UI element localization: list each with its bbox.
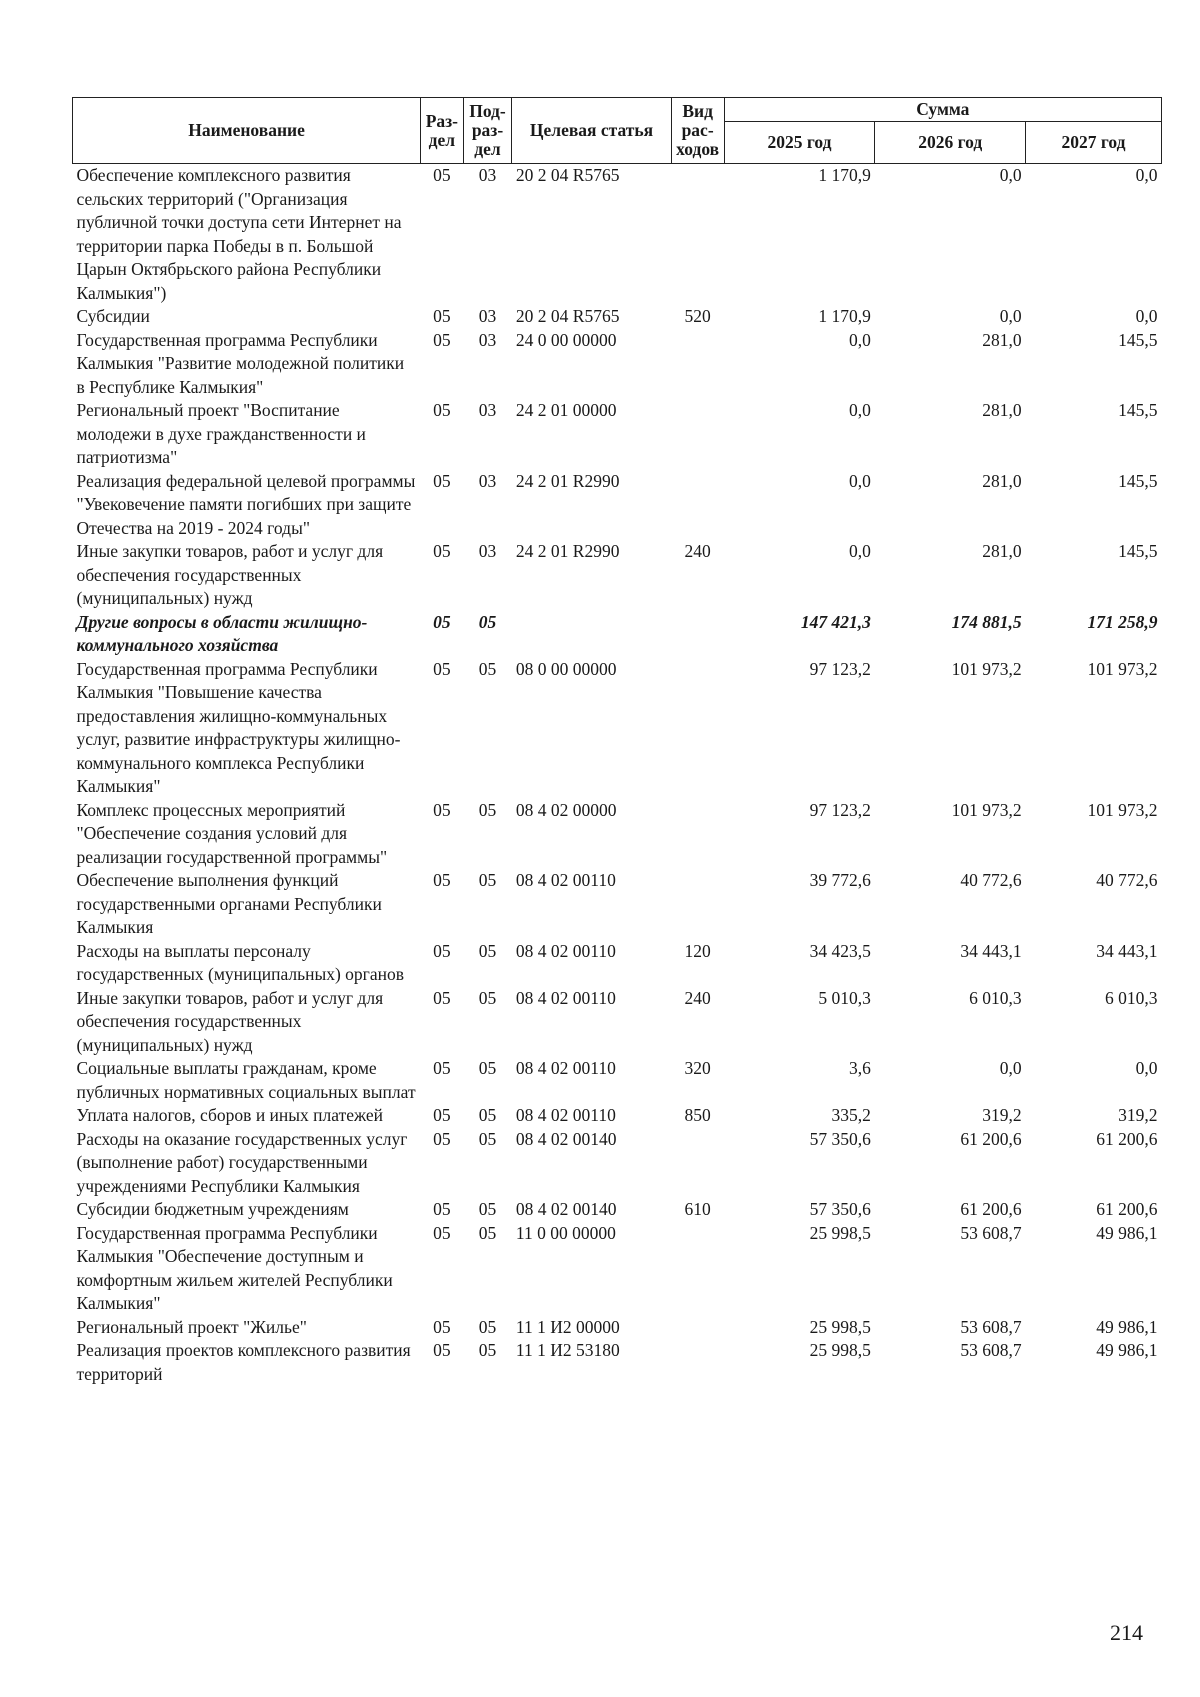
cell-sum-2027: 49 986,1 bbox=[1096, 1316, 1158, 1337]
cell-celevaya-statya: 08 4 02 00110 bbox=[515, 1105, 616, 1125]
cell-sum-2027: 171 258,9 bbox=[1087, 611, 1158, 632]
table-row bbox=[73, 1198, 1162, 1222]
cell-sum-2027: 145,5 bbox=[1118, 400, 1158, 420]
cell-podrazdel: 05 bbox=[478, 940, 497, 961]
cell-celevaya-statya: 24 2 01 R2990 bbox=[515, 470, 620, 491]
cell-sum-2026: 281,0 bbox=[982, 329, 1022, 350]
header-celevaya-statya: Целевая статья bbox=[512, 98, 671, 164]
cell-celevaya-statya: 08 0 00 00000 bbox=[515, 658, 617, 679]
table-row bbox=[73, 1057, 1162, 1104]
cell-razdel: 05 bbox=[433, 987, 451, 1008]
cell-sum-2025: 0,0 bbox=[848, 329, 871, 350]
cell-celevaya-statya: 20 2 04 R5765 bbox=[515, 306, 620, 326]
cell-vid-rashodov: 610 bbox=[684, 1199, 711, 1219]
cell-sum-2027: 40 772,6 bbox=[1096, 870, 1158, 890]
cell-vid-rashodov bbox=[671, 611, 724, 658]
cell-vid-rashodov bbox=[671, 799, 724, 870]
cell-razdel: 05 bbox=[433, 1316, 451, 1337]
cell-vid-rashodov: 520 bbox=[684, 306, 711, 326]
cell-name: Субсидии bbox=[76, 306, 150, 326]
cell-sum-2027: 0,0 bbox=[1135, 1058, 1158, 1078]
cell-sum-2026: 0,0 bbox=[999, 1058, 1022, 1078]
cell-name: Государственная программа Республики Калмыкия "Повышение качества предоставления жилищно-коммунальных услуг, развитие инфраструктуры жилищно-коммунального комплекса Республики Калмыкия" bbox=[76, 658, 401, 796]
cell-sum-2025: 25 998,5 bbox=[809, 1222, 871, 1243]
budget-table bbox=[72, 97, 1162, 1386]
cell-sum-2026: 101 973,2 bbox=[951, 799, 1022, 820]
cell-razdel: 05 bbox=[433, 400, 451, 420]
cell-sum-2027: 61 200,6 bbox=[1096, 1128, 1158, 1149]
cell-razdel: 05 bbox=[433, 658, 451, 679]
cell-sum-2026: 0,0 bbox=[999, 165, 1022, 185]
cell-podrazdel: 05 bbox=[478, 611, 497, 632]
cell-razdel: 05 bbox=[433, 1222, 451, 1243]
cell-sum-2027: 101 973,2 bbox=[1087, 658, 1158, 679]
table-row bbox=[73, 1104, 1162, 1128]
table-row bbox=[73, 987, 1162, 1058]
cell-sum-2026: 34 443,1 bbox=[960, 940, 1022, 961]
cell-celevaya-statya: 08 4 02 00110 bbox=[515, 987, 616, 1008]
cell-name: Обеспечение выполнения функций государственными органами Республики Калмыкия bbox=[76, 870, 382, 937]
cell-sum-2027: 145,5 bbox=[1118, 470, 1158, 491]
cell-sum-2026: 101 973,2 bbox=[951, 658, 1022, 679]
cell-razdel: 05 bbox=[433, 940, 451, 961]
cell-sum-2027: 0,0 bbox=[1135, 165, 1158, 185]
cell-sum-2026: 40 772,6 bbox=[960, 870, 1022, 890]
cell-name: Уплата налогов, сборов и иных платежей bbox=[76, 1105, 383, 1125]
cell-name: Реализация проектов комплексного развития территорий bbox=[76, 1340, 411, 1384]
cell-celevaya-statya: 08 4 02 00110 bbox=[515, 1058, 616, 1078]
cell-celevaya-statya: 20 2 04 R5765 bbox=[515, 165, 620, 185]
cell-sum-2025: 34 423,5 bbox=[809, 940, 871, 961]
section-row bbox=[73, 611, 1162, 658]
cell-celevaya-statya: 08 4 02 00140 bbox=[515, 1128, 617, 1149]
cell-name: Иные закупки товаров, работ и услуг для обеспечения государственных (муниципальных) нужд bbox=[76, 541, 384, 608]
cell-sum-2026: 281,0 bbox=[982, 470, 1022, 491]
cell-sum-2027: 6 010,3 bbox=[1105, 987, 1158, 1008]
cell-sum-2027: 319,2 bbox=[1118, 1105, 1158, 1125]
cell-celevaya-statya: 11 0 00 00000 bbox=[515, 1222, 616, 1243]
table-row bbox=[73, 1128, 1162, 1199]
cell-celevaya-statya: 11 1 И2 00000 bbox=[515, 1316, 620, 1337]
cell-sum-2025: 5 010,3 bbox=[818, 987, 871, 1008]
table-row bbox=[73, 470, 1162, 541]
cell-name: Расходы на выплаты персоналу государственных (муниципальных) органов bbox=[76, 940, 405, 984]
cell-podrazdel: 05 bbox=[478, 1222, 497, 1243]
cell-name: Комплекс процессных мероприятий "Обеспечение создания условий для реализации государственной программы" bbox=[76, 799, 388, 867]
cell-sum-2027: 49 986,1 bbox=[1096, 1222, 1158, 1243]
cell-name: Обеспечение комплексного развития сельских территорий ("Организация публичной точки доступа сети Интернет на территории парка Победы в п. Большой Царын Октябрьского района Республики Калмыкия") bbox=[76, 165, 402, 303]
cell-vid-rashodov bbox=[671, 1316, 724, 1340]
cell-sum-2025: 0,0 bbox=[848, 400, 871, 420]
cell-sum-2025: 0,0 bbox=[848, 470, 871, 491]
cell-celevaya-statya: 24 2 01 R2990 bbox=[515, 541, 620, 561]
page-number: 214 bbox=[1110, 1620, 1143, 1645]
cell-podrazdel: 05 bbox=[478, 799, 497, 820]
cell-vid-rashodov bbox=[671, 658, 724, 799]
cell-vid-rashodov bbox=[671, 329, 724, 400]
cell-razdel: 05 bbox=[433, 870, 451, 890]
cell-name: Расходы на оказание государственных услуг (выполнение работ) государственными учреждениями Республики Калмыкия bbox=[76, 1128, 408, 1196]
cell-razdel: 05 bbox=[433, 1340, 451, 1360]
cell-celevaya-statya: 08 4 02 00110 bbox=[515, 940, 616, 961]
cell-razdel: 05 bbox=[433, 1128, 451, 1149]
table-row bbox=[73, 1339, 1162, 1386]
cell-sum-2025: 1 170,9 bbox=[818, 165, 871, 185]
cell-podrazdel: 05 bbox=[478, 1105, 497, 1125]
cell-sum-2025: 97 123,2 bbox=[809, 658, 871, 679]
cell-podrazdel: 05 bbox=[478, 1128, 497, 1149]
header-year-2025: 2025 год bbox=[724, 122, 875, 164]
cell-razdel: 05 bbox=[433, 165, 451, 185]
cell-vid-rashodov bbox=[671, 1222, 724, 1316]
cell-sum-2025: 25 998,5 bbox=[809, 1316, 871, 1337]
cell-razdel: 05 bbox=[433, 1199, 451, 1219]
cell-podrazdel: 03 bbox=[478, 329, 497, 350]
cell-sum-2026: 53 608,7 bbox=[960, 1316, 1022, 1337]
cell-sum-2025: 3,6 bbox=[848, 1058, 871, 1078]
cell-celevaya-statya: 11 1 И2 53180 bbox=[515, 1340, 620, 1360]
cell-podrazdel: 05 bbox=[478, 658, 497, 679]
header-year-2026: 2026 год bbox=[875, 122, 1026, 164]
cell-podrazdel: 05 bbox=[478, 1340, 497, 1360]
cell-celevaya-statya: 08 4 02 00140 bbox=[515, 1199, 617, 1219]
cell-razdel: 05 bbox=[433, 329, 451, 350]
cell-sum-2027: 101 973,2 bbox=[1087, 799, 1158, 820]
cell-sum-2027: 49 986,1 bbox=[1096, 1340, 1158, 1360]
cell-razdel: 05 bbox=[433, 611, 451, 632]
cell-vid-rashodov bbox=[671, 1339, 724, 1386]
cell-name: Государственная программа Республики Калмыкия "Обеспечение доступным и комфортным жильем жителей Республики Калмыкия" bbox=[76, 1222, 393, 1313]
cell-name: Субсидии бюджетным учреждениям bbox=[76, 1199, 349, 1219]
cell-podrazdel: 05 bbox=[478, 1058, 497, 1078]
cell-sum-2025: 335,2 bbox=[831, 1105, 871, 1125]
cell-razdel: 05 bbox=[433, 1058, 451, 1078]
cell-sum-2027: 34 443,1 bbox=[1096, 940, 1158, 961]
cell-sum-2026: 174 881,5 bbox=[951, 611, 1022, 632]
cell-sum-2027: 145,5 bbox=[1118, 541, 1158, 561]
cell-sum-2026: 281,0 bbox=[982, 400, 1022, 420]
cell-name: Иные закупки товаров, работ и услуг для обеспечения государственных (муниципальных) нужд bbox=[76, 987, 384, 1055]
cell-celevaya-statya: 24 0 00 00000 bbox=[515, 329, 617, 350]
table-row bbox=[73, 329, 1162, 400]
table-row bbox=[73, 799, 1162, 870]
cell-sum-2027: 145,5 bbox=[1118, 329, 1158, 350]
cell-podrazdel: 05 bbox=[478, 870, 497, 890]
cell-podrazdel: 03 bbox=[478, 400, 497, 420]
table-header bbox=[73, 98, 1162, 164]
header-year-2027: 2027 год bbox=[1026, 122, 1162, 164]
header-name: Наименование bbox=[73, 98, 421, 164]
cell-sum-2025: 39 772,6 bbox=[809, 870, 871, 890]
table-row bbox=[73, 658, 1162, 799]
cell-vid-rashodov: 240 bbox=[684, 541, 711, 561]
cell-sum-2025: 57 350,6 bbox=[809, 1128, 871, 1149]
cell-sum-2026: 53 608,7 bbox=[960, 1340, 1022, 1360]
cell-sum-2025: 147 421,3 bbox=[800, 611, 871, 632]
cell-vid-rashodov: 850 bbox=[684, 1105, 711, 1125]
table-row bbox=[73, 399, 1162, 470]
table-body bbox=[73, 164, 1162, 1387]
cell-podrazdel: 03 bbox=[478, 470, 497, 491]
cell-sum-2027: 61 200,6 bbox=[1096, 1199, 1158, 1219]
cell-name: Государственная программа Республики Калмыкия "Развитие молодежной политики в Республике Калмыкия" bbox=[76, 329, 405, 397]
cell-razdel: 05 bbox=[433, 799, 451, 820]
cell-vid-rashodov: 120 bbox=[684, 940, 711, 961]
cell-name: Региональный проект "Жилье" bbox=[76, 1316, 307, 1337]
table-row bbox=[73, 164, 1162, 306]
table-row bbox=[73, 305, 1162, 329]
header-razdel: Раз-дел bbox=[421, 98, 463, 164]
cell-sum-2026: 6 010,3 bbox=[969, 987, 1022, 1008]
cell-razdel: 05 bbox=[433, 541, 451, 561]
cell-sum-2025: 57 350,6 bbox=[809, 1199, 871, 1219]
cell-razdel: 05 bbox=[433, 1105, 451, 1125]
cell-celevaya-statya bbox=[512, 611, 671, 658]
cell-podrazdel: 03 bbox=[478, 165, 497, 185]
cell-podrazdel: 03 bbox=[478, 306, 497, 326]
cell-podrazdel: 05 bbox=[478, 1199, 497, 1219]
cell-sum-2025: 0,0 bbox=[848, 541, 871, 561]
cell-sum-2025: 97 123,2 bbox=[809, 799, 871, 820]
cell-celevaya-statya: 08 4 02 00110 bbox=[515, 870, 616, 890]
cell-razdel: 05 bbox=[433, 306, 451, 326]
cell-sum-2026: 319,2 bbox=[982, 1105, 1022, 1125]
cell-vid-rashodov: 320 bbox=[684, 1058, 711, 1078]
cell-name: Реализация федеральной целевой программы "Увековечение памяти погибших при защите Отечества на 2019 - 2024 годы" bbox=[76, 470, 416, 538]
cell-sum-2025: 25 998,5 bbox=[809, 1340, 871, 1360]
cell-vid-rashodov bbox=[671, 399, 724, 470]
header-vid-rashodov: Вид рас-ходов bbox=[671, 98, 724, 164]
header-podrazdel: Под-раз-дел bbox=[463, 98, 512, 164]
cell-vid-rashodov: 240 bbox=[684, 987, 711, 1008]
cell-sum-2026: 281,0 bbox=[982, 541, 1022, 561]
cell-name: Социальные выплаты гражданам, кроме публичных нормативных социальных выплат bbox=[76, 1058, 416, 1102]
cell-sum-2026: 61 200,6 bbox=[960, 1199, 1022, 1219]
cell-vid-rashodov bbox=[671, 164, 724, 306]
cell-sum-2027: 0,0 bbox=[1135, 306, 1158, 326]
cell-podrazdel: 05 bbox=[478, 987, 497, 1008]
cell-podrazdel: 03 bbox=[478, 541, 497, 561]
cell-celevaya-statya: 08 4 02 00000 bbox=[515, 799, 617, 820]
table-row bbox=[73, 540, 1162, 611]
table-row bbox=[73, 869, 1162, 940]
cell-celevaya-statya: 24 2 01 00000 bbox=[515, 400, 617, 420]
cell-vid-rashodov bbox=[671, 470, 724, 541]
table-row bbox=[73, 940, 1162, 987]
cell-name: Другие вопросы в области жилищно-коммунального хозяйства bbox=[76, 611, 368, 655]
cell-name: Региональный проект "Воспитание молодежи в духе гражданственности и патриотизма" bbox=[76, 400, 366, 467]
cell-sum-2025: 1 170,9 bbox=[818, 306, 871, 326]
cell-podrazdel: 05 bbox=[478, 1316, 497, 1337]
cell-sum-2026: 53 608,7 bbox=[960, 1222, 1022, 1243]
cell-vid-rashodov bbox=[671, 1128, 724, 1199]
cell-vid-rashodov bbox=[671, 869, 724, 940]
cell-sum-2026: 61 200,6 bbox=[960, 1128, 1022, 1149]
header-summa: Сумма bbox=[724, 98, 1161, 122]
table-row bbox=[73, 1316, 1162, 1340]
table-row bbox=[73, 1222, 1162, 1316]
cell-sum-2026: 0,0 bbox=[999, 306, 1022, 326]
cell-razdel: 05 bbox=[433, 470, 451, 491]
